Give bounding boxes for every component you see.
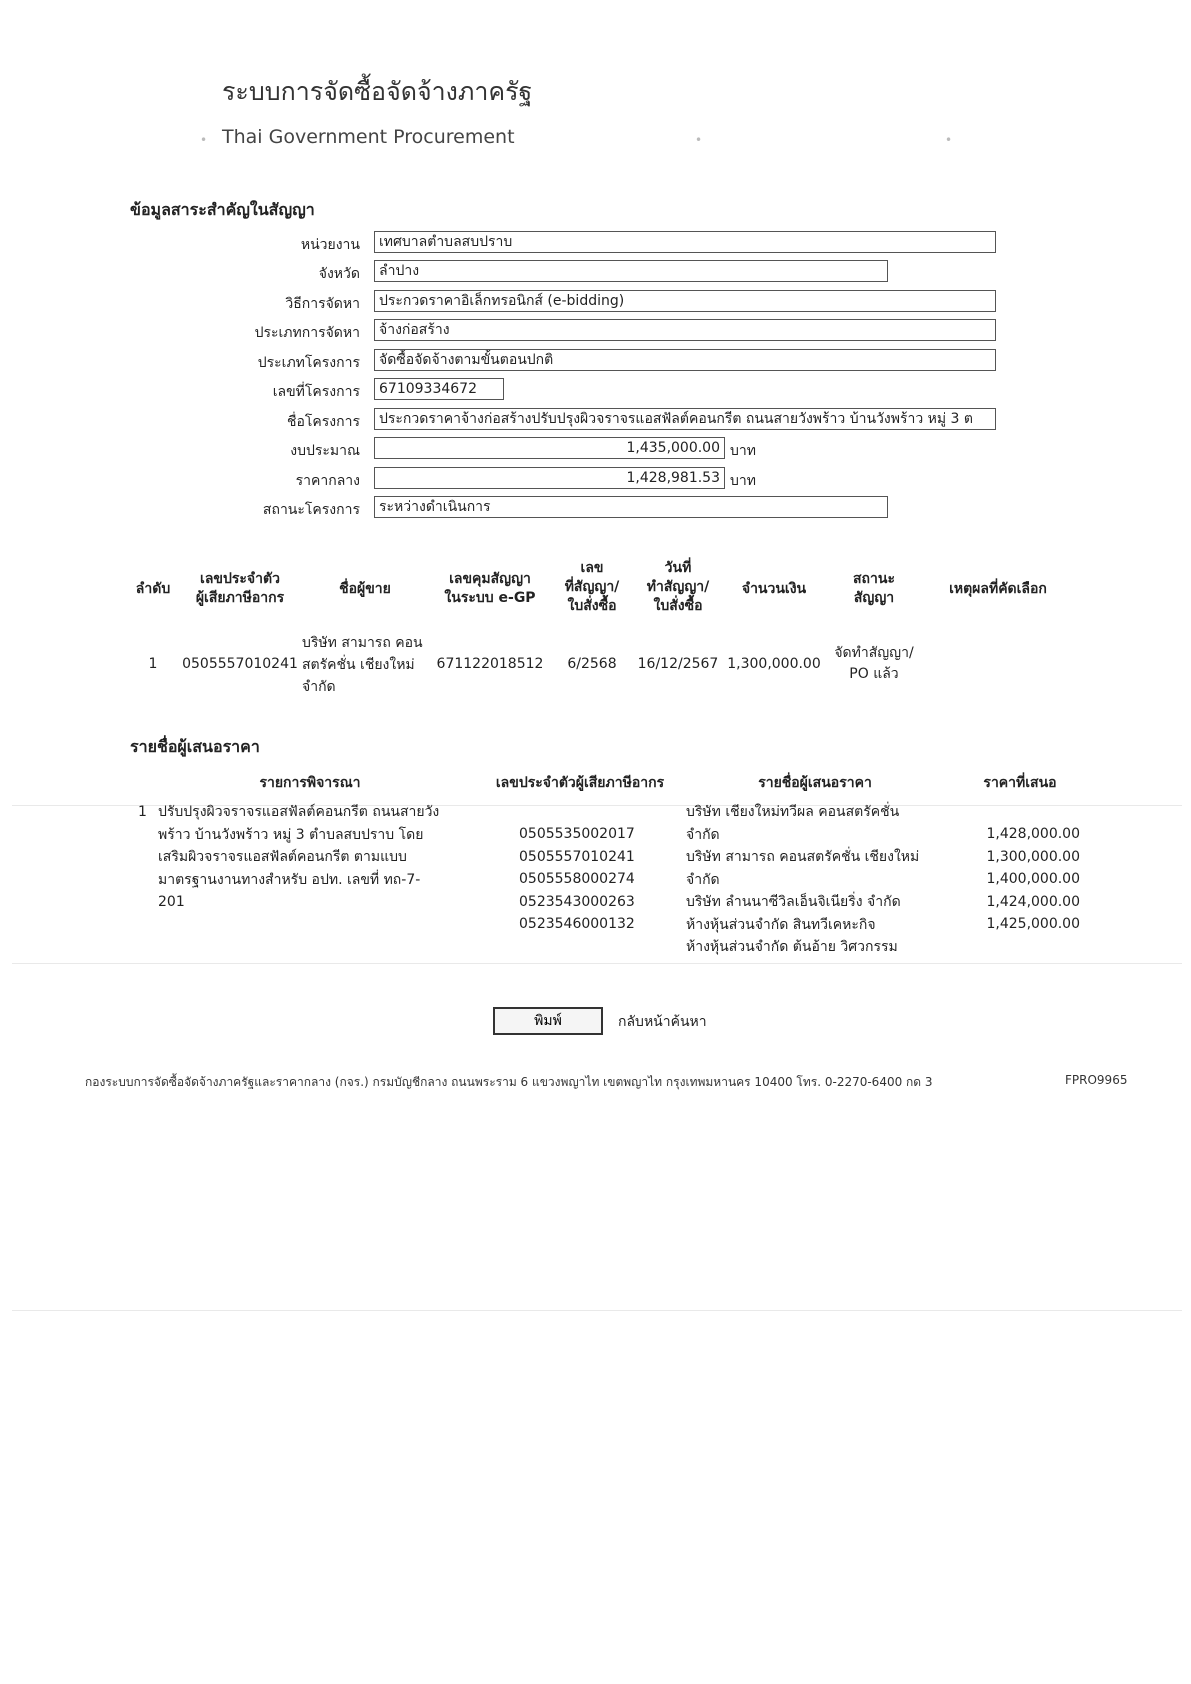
page-code: FPRO9965: [1065, 1073, 1128, 1087]
label-project-status: สถานะโครงการ: [262, 502, 360, 518]
agency-field: เทศบาลตำบลสบปราบ: [374, 231, 996, 253]
row-contract-status: จัดทำสัญญา/ PO แล้ว: [834, 645, 914, 682]
header-bid-price: ราคาที่เสนอ: [983, 775, 1057, 791]
header-amount: จำนวนเงิน: [741, 581, 807, 597]
list-item: บริษัท เชียงใหม่ทวีผล คอนสตรัคชั่น: [686, 804, 900, 820]
label-procurement-type: ประเภทการจัดหา: [254, 325, 360, 341]
row-seller: บริษัท สามารถ คอน สตรัคชั่น เชียงใหม่ จำกัด: [302, 635, 423, 695]
list-item: ห้างหุ้นส่วนจำกัด สินทวีเคหะกิจ: [686, 916, 876, 933]
label-budget: งบประมาณ: [290, 443, 360, 459]
header-bidder-name: รายชื่อผู้เสนอราคา: [758, 775, 872, 791]
list-item: 1,425,000.00: [986, 916, 1080, 932]
header-item: รายการพิจารณา: [259, 775, 361, 791]
project-name-field: ประกวดราคาจ้างก่อสร้างปรับปรุงผิวจราจรแอสฟัลต์คอนกรีต ถนนสายวังพร้าว บ้านวังพร้าว หมู่ 3 ต: [374, 408, 996, 430]
label-project-number: เลขที่โครงการ: [272, 384, 360, 400]
procurement-type-field: จ้างก่อสร้าง: [374, 319, 996, 341]
divider: [12, 1310, 1182, 1311]
budget-field: 1,435,000.00: [374, 437, 725, 459]
list-item: จำกัด: [686, 826, 720, 843]
median-price-field: 1,428,981.53: [374, 467, 725, 489]
list-item: บริษัท ลำนนาซีวิลเอ็นจิเนียริ่ง จำกัด: [686, 894, 901, 910]
label-province: จังหวัด: [318, 266, 360, 282]
list-item: 1,400,000.00: [986, 871, 1080, 887]
project-number-field: 67109334672: [374, 378, 504, 400]
header-bidder-tax-id: เลขประจำตัวผู้เสียภาษีอากร: [495, 775, 665, 791]
list-item: จำกัด: [686, 871, 720, 888]
bullet-dot-icon: •: [945, 133, 953, 147]
row-divider: [12, 963, 1182, 964]
item-number: 1: [138, 804, 147, 820]
budget-unit: บาท: [730, 443, 756, 459]
header-selection-reason: เหตุผลที่คัดเลือก: [949, 581, 1047, 597]
bid-price-list: [960, 823, 1080, 936]
row-tax-id: 0505557010241: [182, 656, 298, 672]
header-no: ลำดับ: [135, 581, 171, 597]
list-item: 1,424,000.00: [986, 893, 1080, 910]
bidder-name-list: [686, 801, 946, 959]
label-project-type: ประเภทโครงการ: [257, 355, 360, 371]
label-median-price: ราคากลาง: [295, 473, 360, 489]
header-seller: ชื่อผู้ขาย: [339, 581, 391, 597]
header-contract-status: สถานะ สัญญา: [853, 571, 895, 606]
list-item: ห้างหุ้นส่วนจำกัด ต้นอ้าย วิศวกรรม: [686, 939, 898, 955]
row-contract-date: 16/12/2567: [637, 656, 719, 672]
list-item: 0505557010241: [519, 848, 635, 865]
row-no: 1: [148, 656, 158, 672]
project-type-field: จัดซื้อจัดจ้างตามขั้นตอนปกติ: [374, 349, 996, 371]
bidder-tax-id-list: [519, 823, 635, 936]
bullet-dot-icon: •: [200, 133, 208, 147]
project-status-field: ระหว่างดำเนินการ: [374, 496, 888, 518]
back-to-search-link[interactable]: กลับหน้าค้นหา: [618, 1014, 707, 1030]
page-title: ระบบการจัดซื้อจัดจ้างภาครัฐ: [222, 77, 533, 106]
list-item: 0505558000274: [519, 871, 635, 887]
header-control-number: เลขคุมสัญญา ในระบบ e-GP: [444, 571, 536, 606]
summary-section-title: ข้อมูลสาระสำคัญในสัญญา: [130, 200, 315, 219]
item-description: ปรับปรุงผิวจราจรแอสฟัลต์คอนกรีต ถนนสายวัง พร้าว บ้านวังพร้าว หมู่ 3 ตำบลสบปราบ โดย เสริมผิวจราจรแอสฟัลต์คอนกรีต ตามแบบ มาตรฐานงานทางสำหรับ อปท. เลขที่ ทถ-7- 201: [158, 804, 440, 910]
bullet-dot-icon: •: [695, 133, 703, 147]
list-item: 0523543000263: [519, 893, 635, 910]
row-amount: 1,300,000.00: [727, 656, 821, 672]
label-procurement-method: วิธีการจัดหา: [285, 296, 360, 312]
list-item: 0505535002017: [519, 826, 635, 842]
row-contract-number: 6/2568: [567, 656, 617, 672]
list-item: 1,300,000.00: [986, 848, 1080, 865]
list-item: 0523546000132: [519, 916, 635, 932]
page-subtitle: Thai Government Procurement: [222, 126, 515, 148]
header-tax-id: เลขประจำตัว ผู้เสียภาษีอากร: [195, 571, 285, 606]
header-contract-number: เลข ที่สัญญา/ ใบสั่งซื้อ: [564, 560, 620, 614]
header-contract-date: วันที่ ทำสัญญา/ ใบสั่งซื้อ: [646, 560, 710, 614]
footer-text: กองระบบการจัดซื้อจัดจ้างภาครัฐและราคากลาง (กจร.) กรมบัญชีกลาง ถนนพระราม 6 แขวงพญาไท เขตพญาไท กรุงเทพมหานคร 10400 โทร. 0-2270-6400 กด 3: [85, 1075, 933, 1089]
print-button[interactable]: พิมพ์: [493, 1007, 603, 1035]
label-project-name: ชื่อโครงการ: [286, 414, 360, 430]
median-price-unit: บาท: [730, 473, 756, 489]
list-item: 1,428,000.00: [986, 826, 1080, 842]
bidders-section-title: รายชื่อผู้เสนอราคา: [130, 737, 260, 756]
row-control-number: 671122018512: [436, 656, 544, 672]
province-field: ลำปาง: [374, 260, 888, 282]
procurement-method-field: ประกวดราคาอิเล็กทรอนิกส์ (e-bidding): [374, 290, 996, 312]
label-agency: หน่วยงาน: [300, 237, 360, 253]
list-item: บริษัท สามารถ คอนสตรัคชั่น เชียงใหม่: [686, 849, 920, 865]
